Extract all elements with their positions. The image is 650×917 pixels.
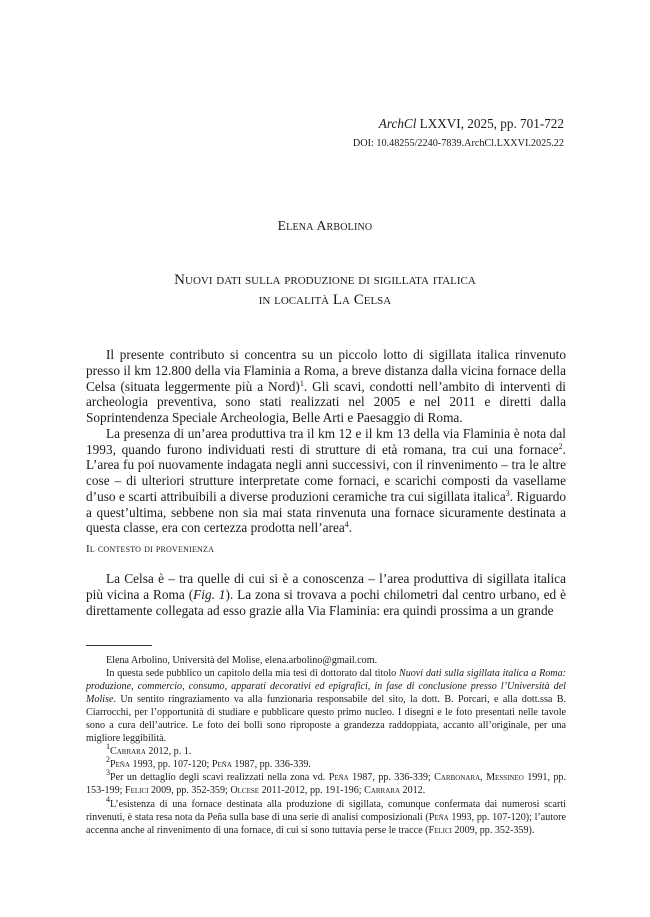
paragraph-3-text-b: ). La zona si trovava a pochi chilometri dal centro urbano, ed è direttamente collegata ad esso grazie alla Via Flaminia: era quindi prossima a un grande <box>86 586 566 618</box>
footnotes <box>86 654 566 837</box>
title-line-2: in località La Celsa <box>258 292 392 308</box>
cited-author: Carbonara, Messineo <box>434 772 524 784</box>
citation-detail: L’esistenza di una fornace destinata alla produzione di sigillata, comunque confermata dai numerosi scarti rinvenuti, è stata resa nota da Peña sulla base di una serie di analisi composizionali ( <box>86 798 566 823</box>
figure-reference[interactable]: Fig. 1 <box>193 586 226 602</box>
journal-reference <box>379 116 564 132</box>
footnote-number-1: 1 <box>106 742 110 752</box>
citation-detail: 2011-2012, pp. 191-196; <box>259 785 365 797</box>
footnote-ref-3[interactable]: 3 <box>505 488 510 498</box>
footnote-intro-a: In questa sede pubblico un capitolo della mia tesi di dottorato dal titolo <box>106 668 399 680</box>
footnote-ref-1[interactable]: 1 <box>299 378 304 388</box>
title-line-1: Nuovi dati sulla produzione di sigillata italica <box>174 272 476 288</box>
paragraph-3 <box>86 571 566 618</box>
footnote-number-3: 3 <box>106 768 110 778</box>
paragraph-3-text-a: La Celsa è – tra quelle di cui si è a conoscenza – l’area produttiva di sigillata italica più vicina a Roma ( <box>86 571 566 602</box>
citation-detail: 1993, pp. 107-120); l’autore accenna anche al rinvenimento di una fornace, di cui si sono tuttavia perse le tracce ( <box>86 811 567 836</box>
thesis-title: Nuovi dati sulla sigillata italica a Roma: produzione, commercio, consumo, apparati decorativi ed epigrafici, in fase di conclusione presso l’Università del Molise <box>86 668 566 706</box>
footnote-intro <box>86 667 566 745</box>
citation-detail: 1991, pp. 153-199; <box>86 772 566 797</box>
citation-detail: 2012, p. 1. <box>145 746 192 758</box>
journal-name: ArchCl <box>378 116 417 131</box>
paragraph-2-text-b: . L’area fu poi nuovamente indagata negli anni successivi, con il rinvenimento – tra le altre cose – di ulteriori strutture interpretate come fornaci, e scarichi composti da vasellame d’uso e scarti attribuibili a diverse produzioni ceramiche tra cui sigillata italica <box>86 441 566 504</box>
doi: DOI: 10.48255/2240-7839.ArchCl.LXXVI.2025.22 <box>352 138 564 149</box>
section-text <box>86 571 566 618</box>
paragraph-1-tail: . Gli scavi, condotti nell’ambito di interventi di archeologia preventiva, sono stati realizzati nel 2005 e nel 2011 e diretti dalla Soprintendenza Speciale Archeologia, Belle Arti e Paesaggio di Roma. <box>86 378 566 425</box>
citation-detail: 2009, pp. 352-359). <box>451 824 535 836</box>
paragraph-1-text: Il presente contributo si concentra su un piccolo lotto di sigillata italica rinvenuto presso il km 12.800 della via Flaminia a Roma, a breve distanza dalla vicina fornace della Celsa (situata leggermente più a Nord) <box>86 347 566 394</box>
footnote-4 <box>86 794 567 837</box>
citation-detail: Per un dettaglio degli scavi realizzati nella zona vd. <box>110 772 329 784</box>
citation-detail: 1987, pp. 336-339; <box>348 772 435 784</box>
section-heading: Il contesto di provenienza <box>86 543 215 555</box>
paragraph-2-text-d: . <box>348 520 353 536</box>
citation-detail: 1993, pp. 107-120; <box>130 759 212 771</box>
intro-text <box>86 347 566 536</box>
cited-author: Peña <box>110 759 130 771</box>
cited-author: Felici <box>124 785 149 797</box>
citation-detail: 2009, pp. 352-359; <box>148 785 231 797</box>
cited-author: Felici <box>428 824 452 836</box>
cited-author: Olcese <box>230 785 260 797</box>
footnote-affiliation: Elena Arbolino, Università del Molise, elena.arbolino@gmail.com. <box>106 655 378 666</box>
citation-detail: 2012. <box>400 785 426 797</box>
article-author: Elena Arbolino <box>277 218 373 233</box>
footnote-ref-2[interactable]: 2 <box>558 441 563 451</box>
cited-author: Peña <box>328 772 349 784</box>
cited-author: Peña <box>211 759 232 771</box>
paragraph-2-text-c: . Riguardo a quest’ultima, sebbene non sia mai stata rinvenuta una fornace sicuramente destinata a questa classe, era con certezza prodotta nell’area <box>86 488 566 536</box>
journal-volume-pages: LXXVI, 2025, pp. 701-722 <box>416 116 564 131</box>
footnote-intro-b: . Un sentito ringraziamento va alla funzionaria responsabile del sito, la dott. B. Porcari, e alla dott.ssa B. Ciarrocchi, per l’opportunità di studiare e pubblicare questo primo nucleo. I disegni e le foto presentati nelle tavole sono a cura dell’autrice. Le foto dei bolli sono riproposte a grandezza raddoppiata, accanto all’originale, per una migliore leggibilità. <box>86 694 566 745</box>
footnote-number-2: 2 <box>106 755 110 765</box>
article-title <box>0 270 650 310</box>
paragraph-1 <box>86 347 566 426</box>
footnote-1 <box>86 742 566 758</box>
footnote-3 <box>86 768 566 797</box>
paragraph-2-text-a: La presenza di un’area produttiva tra il km 12 e il km 13 della via Flaminia è nota dal 1993, quando furono individuati resti di strutture di età romana, tra cui una fornace <box>86 425 566 457</box>
citation-detail: 1987, pp. 336-339. <box>231 759 311 771</box>
footnote-2 <box>86 755 566 771</box>
cited-author: Carrara <box>364 785 400 797</box>
cited-author: Peña <box>428 811 449 823</box>
footnote-ref-4[interactable]: 4 <box>344 520 349 530</box>
cited-author: Carrara <box>110 746 146 758</box>
paragraph-2 <box>86 426 566 536</box>
footnote-separator <box>86 645 152 646</box>
footnote-number-4: 4 <box>106 794 110 804</box>
